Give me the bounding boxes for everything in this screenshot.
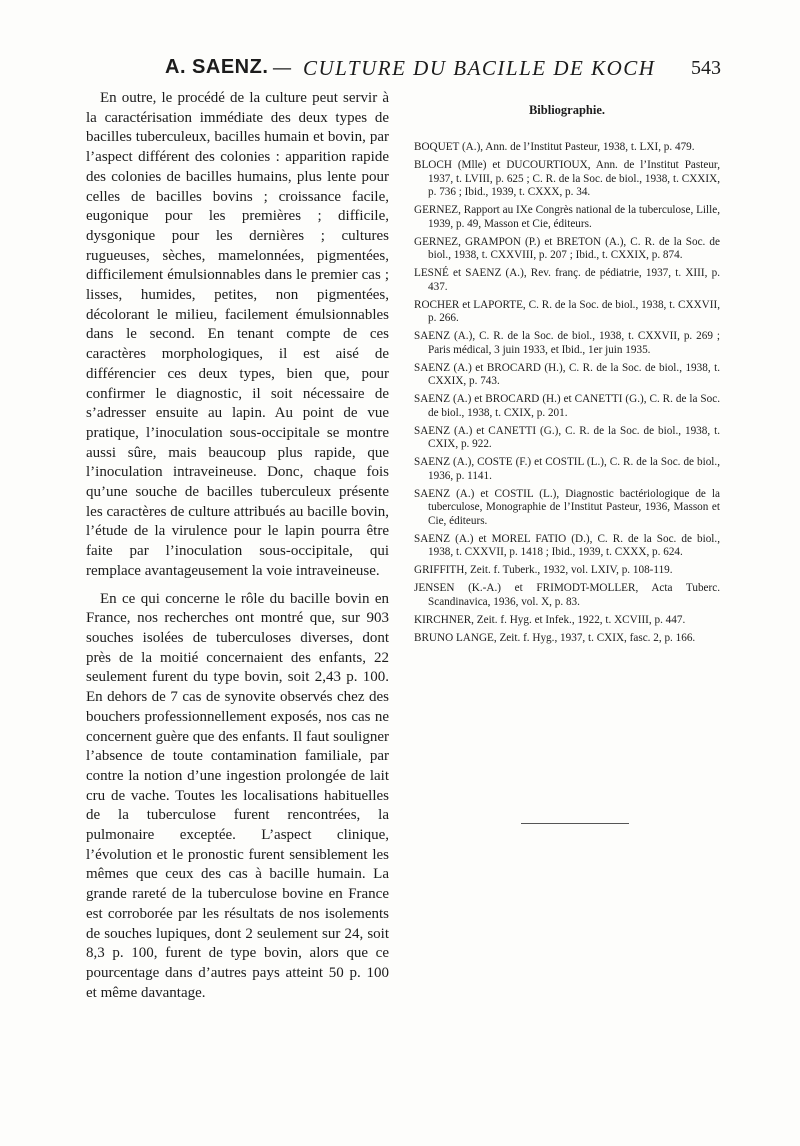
bibliography-entry: SAENZ (A.) et BROCARD (H.), C. R. de la Soc. de biol., 1938, t. CXXIX, p. 743. bbox=[414, 361, 720, 387]
bibliography-entry: BOQUET (A.), Ann. de l’Institut Pasteur, 1938, t. LXI, p. 479. bbox=[414, 141, 695, 153]
bibliography-entry: JENSEN (K.-A.) et FRIMODT-MOLLER, Acta Tuberc. Scandinavica, 1936, vol. X, p. 83. bbox=[414, 582, 720, 608]
bibliography-entry: LESNÉ et SAENZ (A.), Rev. franç. de pédiatrie, 1937, t. XIII, p. 437. bbox=[414, 267, 720, 293]
bibliography-entry: SAENZ (A.), C. R. de la Soc. de biol., 1938, t. CXXVII, p. 269 ; Paris médical, 3 juin 1933, et Ibid., 1er juin 1935. bbox=[414, 330, 720, 356]
header-title: CULTURE DU BACILLE DE KOCH bbox=[303, 56, 656, 80]
bibliography-heading: Bibliographie. bbox=[528, 103, 606, 117]
running-header bbox=[85, 56, 725, 86]
bibliography-entry: SAENZ (A.) et MOREL FATIO (D.), C. R. de la Soc. de biol., 1938, t. CXXVII, p. 1418 ; Ibid., 1939, t. CXXX, p. 624. bbox=[414, 532, 720, 558]
bibliography-entry: GERNEZ, Rapport au IXe Congrès national de la tuberculose, Lille, 1939, p. 49, Masson et Cie, éditeurs. bbox=[414, 204, 720, 230]
bibliography-entry: BLOCH (Mlle) et DUCOURTIOUX, Ann. de l’Institut Pasteur, 1937, t. LVIII, p. 625 ; C. R. de la Soc. de biol., 1938, t. CXXIX, p. 736 ; Ibid., 1939, t. CXXX, p. 34. bbox=[414, 159, 720, 198]
bibliography-entry: SAENZ (A.) et CANETTI (G.), C. R. de la Soc. de biol., 1938, t. CXIX, p. 922. bbox=[414, 424, 720, 450]
closing-rule bbox=[521, 823, 629, 824]
page-number: 543 bbox=[691, 57, 721, 79]
body-paragraph-2: En ce qui concerne le rôle du bacille bovin en France, nos recherches ont montré que, sur 903 souches isolées de tuberculoses diverses, dont près de la moitié concernaient des enfants, 22 seulement furent du type bovin, soit 2,43 p. 100. En dehors de 7 cas de synovite observés chez des bouchers professionnellement exposés, nos cas ne concernent guère que des enfants. Il faut souligner l’absence de toute contamination familiale, par contre la notion d’une ingestion prolongée de lait cru de vache. Toutes les localisations habituelles de la tuberculose furent rencontrées, la pulmonaire exceptée. L’aspect clinique, l’évolution et le pronostic furent sensiblement les mêmes que ceux des cas à bacille humain. La grande rareté de la tuberculose bovine en France est corroborée par les résultats de nos isolements de souches lupiques, dont 2 seulement sur 24, soit 8,3 p. 100, furent de type bovin, alors que ce pourcentage dans d’autres pays atteint 50 p. 100 et même davantage. bbox=[86, 590, 389, 1001]
bibliography-column bbox=[414, 103, 720, 650]
bibliography-entry: SAENZ (A.) et BROCARD (H.) et CANETTI (G.), C. R. de la Soc. de biol., 1938, t. CXIX, p. 201. bbox=[414, 393, 720, 419]
bibliography-entry: KIRCHNER, Zeit. f. Hyg. et Infek., 1922, t. XCVIII, p. 447. bbox=[414, 613, 686, 626]
bibliography-entry: ROCHER et LAPORTE, C. R. de la Soc. de biol., 1938, t. CXXVII, p. 266. bbox=[414, 298, 720, 324]
bibliography-entry: GERNEZ, GRAMPON (P.) et BRETON (A.), C. R. de la Soc. de biol., 1938, t. CXXVIII, p. 207 ; Ibid., t. CXXIX, p. 874. bbox=[414, 235, 720, 261]
header-separator: — bbox=[272, 55, 292, 79]
body-paragraph-1: En outre, le procédé de la culture peut servir à la caractérisation immédiate des deux types de bacilles tuberculeux, bacilles humain et bovin, par l’aspect différent des colonies : apparition rapide des colonies de bacilles humains, plus lente pour celles de bacilles bovins ; croissance facile, eugonique pour les premières ; difficile, dysgonique pour les dernières ; cultures rugueuses, sèches, mamelonnées, pigmentées, difficilement émulsionnables dans le premier cas ; lisses, humides, petites, non pigmentées, décolorant le milieu, facilement émulsionnables dans le second. En tenant compte de ces caractères morphologiques, il est aisé de différencier ces deux types, bien que, pour confirmer le diagnostic, il soit nécessaire de s’adresser ensuite au lapin. Au point de vue pratique, l’inoculation sous-occipitale se montre aussi sûre, mais beaucoup plus rapide, que l’inoculation intraveineuse. Donc, chaque fois qu’une souche de bacilles tuberculeux présente les caractères de culture attribués au bacille bovin, l’étude de la virulence pour le lapin pourra être faite par l’inoculation sous-occipitale, qui remplace avantageusement la voie intraveineuse. bbox=[86, 90, 389, 579]
bibliography-list bbox=[414, 141, 720, 645]
bibliography-entry: GRIFFITH, Zeit. f. Tuberk., 1932, vol. LXIV, p. 108-119. bbox=[414, 564, 673, 576]
bibliography-entry: SAENZ (A.) et COSTIL (L.), Diagnostic bactériologique de la tuberculose, Monographie de l’Institut Pasteur, 1936, Masson et Cie, éditeurs. bbox=[414, 487, 720, 527]
bibliography-entry: BRUNO LANGE, Zeit. f. Hyg., 1937, t. CXIX, fasc. 2, p. 166. bbox=[414, 631, 696, 644]
header-author: A. SAENZ. bbox=[165, 56, 269, 78]
main-text-column bbox=[86, 89, 389, 1003]
bibliography-entry: SAENZ (A.), COSTE (F.) et COSTIL (L.), C. R. de la Soc. de biol., 1936, p. 1141. bbox=[414, 456, 720, 482]
